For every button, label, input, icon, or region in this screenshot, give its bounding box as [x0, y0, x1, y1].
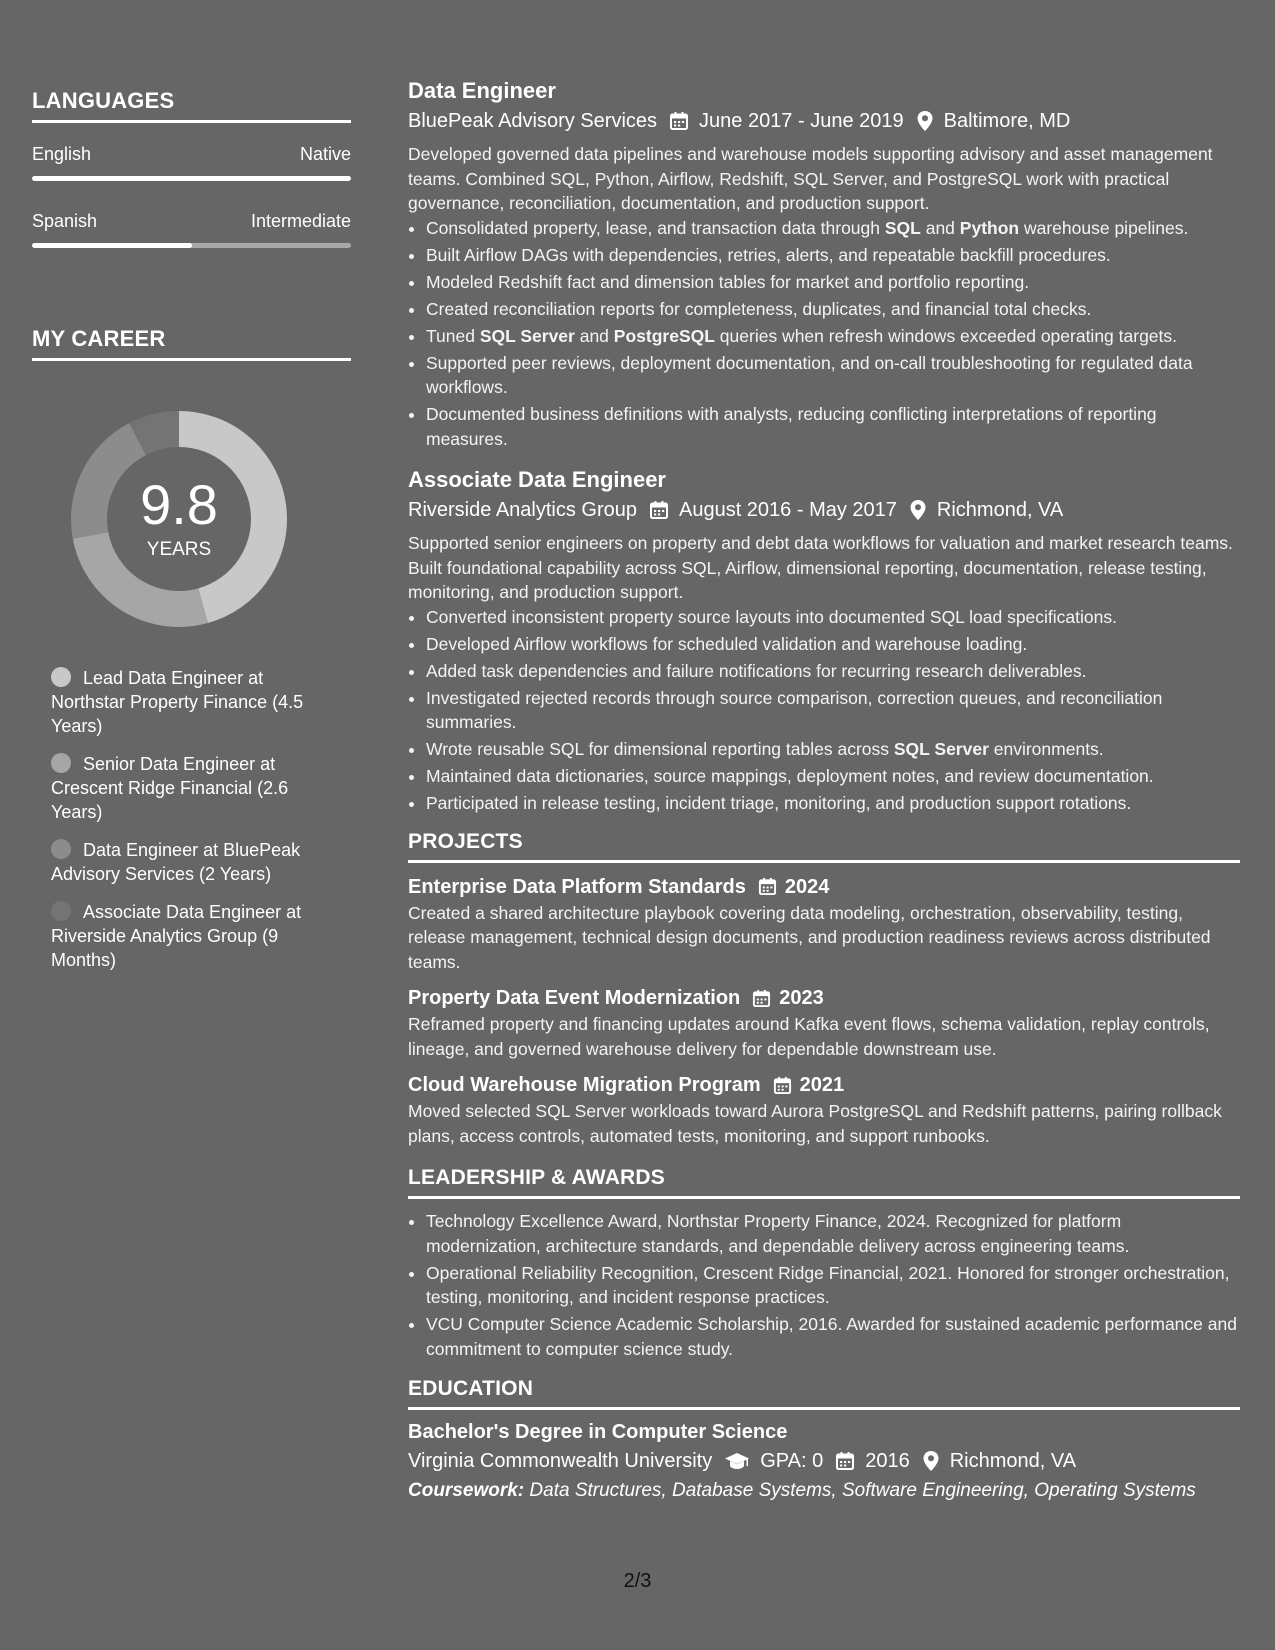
company-name: Riverside Analytics Group [408, 499, 637, 521]
language-name: Spanish [32, 211, 98, 231]
school-location: Richmond, VA [949, 1450, 1077, 1472]
career-legend-item [51, 838, 331, 886]
education-meta [408, 1446, 1240, 1476]
job-dates: August 2016 - May 2017 [678, 499, 897, 521]
career-title: MY CAREER [32, 326, 351, 361]
job-bullet: • Tuned SQL Server and PostgreSQL queries when refresh windows exceeded operating targets. [426, 324, 1240, 349]
job-bullets [408, 216, 1240, 452]
project-name: Property Data Event Modernization [408, 987, 741, 1009]
graduation-year: 2016 [865, 1450, 910, 1472]
job-bullet: • Added task dependencies and failure notifications for recurring research deliverables. [426, 659, 1240, 684]
job-title: Associate Data Engineer [408, 467, 666, 492]
degree-name: Bachelor's Degree in Computer Science [408, 1421, 788, 1443]
project-name: Cloud Warehouse Migration Program [408, 1074, 761, 1096]
project-year: 2024 [784, 875, 830, 898]
project-year: 2023 [779, 987, 824, 1009]
job-bullet: • Modeled Redshift fact and dimension tables for market and portfolio reporting. [426, 270, 1240, 295]
sidebar [32, 88, 351, 986]
award-item: • Technology Excellence Award, Northstar Property Finance, 2024. Recognized for platform modernization, architecture standards, and dependable delivery across engineering teams. [426, 1209, 1240, 1258]
language-proficiency-bar [32, 176, 351, 181]
awards-section [408, 1166, 1240, 1361]
language-item [32, 144, 351, 181]
job-bullet: • Investigated rejected records through source comparison, correction queues, and reconciliation summaries. [426, 686, 1240, 735]
coursework [408, 1476, 1240, 1506]
legend-dot [51, 667, 71, 687]
gpa: GPA: 0 [760, 1450, 824, 1472]
legend-label: Lead Data Engineer at Northstar Property Finance (4.5 Years) [51, 668, 304, 736]
project-description: Created a shared architecture playbook covering data modeling, orchestration, observability, testing, release management, technical design documents, and production readiness reviews across distributed teams. [408, 902, 1211, 972]
map-pin-icon [916, 110, 934, 132]
experience-entry [408, 465, 1240, 816]
job-meta [408, 106, 1240, 136]
project-name: Enterprise Data Platform Standards [408, 875, 746, 898]
calendar-icon [758, 877, 777, 896]
job-bullet: • Documented business definitions with analysts, reducing conflicting interpretations of reporting measures. [426, 402, 1240, 451]
job-bullets [408, 605, 1240, 816]
legend-label: Data Engineer at BluePeak Advisory Services (2 Years) [51, 840, 301, 884]
job-bullet: • Developed Airflow workflows for scheduled validation and warehouse loading. [426, 632, 1240, 657]
job-bullet: • Consolidated property, lease, and transaction data through SQL and Python warehouse pipelines. [426, 216, 1240, 241]
job-bullet: • Supported peer reviews, deployment documentation, and on-call troubleshooting for regulated data workflows. [426, 351, 1240, 400]
language-level: Native [299, 144, 351, 164]
languages-title: LANGUAGES [32, 88, 351, 123]
career-total-years: 9.8 [140, 473, 218, 536]
legend-label: Senior Data Engineer at Crescent Ridge Financial (2.6 Years) [51, 754, 289, 822]
career-legend-item [51, 666, 331, 738]
legend-label: Associate Data Engineer at Riverside Analytics Group (9 Months) [51, 902, 302, 970]
legend-dot [51, 839, 71, 859]
education-title: EDUCATION [408, 1377, 1240, 1410]
project-year: 2021 [799, 1074, 845, 1096]
awards-list [408, 1209, 1240, 1361]
career-legend-item [51, 752, 331, 824]
school-name: Virginia Commonwealth University [408, 1450, 713, 1472]
language-level: Intermediate [250, 211, 351, 231]
education-section [408, 1377, 1240, 1506]
calendar-icon [835, 1451, 855, 1471]
job-summary: Supported senior engineers on property and debt data workflows for valuation and market research teams. Built foundational capability across SQL, Airflow, dimensional reporting, documentation, release testing, monitoring, and production support. [408, 533, 1233, 602]
projects-title: PROJECTS [408, 830, 1240, 863]
projects-section [408, 830, 1240, 1149]
legend-dot [51, 753, 71, 773]
job-meta [408, 495, 1240, 525]
job-bullet: • Created reconciliation reports for completeness, duplicates, and financial total checks. [426, 297, 1240, 322]
project-description: Moved selected SQL Server workloads toward Aurora PostgreSQL and Redshift patterns, pairing rollback plans, access controls, automated tests, monitoring, and support runbooks. [408, 1101, 1222, 1146]
coursework-label: Coursework: [408, 1480, 525, 1501]
language-item [32, 211, 351, 248]
job-dates: June 2017 - June 2019 [699, 110, 904, 132]
calendar-icon [649, 500, 669, 520]
graduation-cap-icon [724, 1451, 750, 1471]
page-number: 2/3 [623, 1570, 652, 1592]
career-legend [51, 666, 331, 972]
job-title: Data Engineer [408, 78, 556, 103]
project-item [408, 984, 1240, 1061]
calendar-icon [773, 1076, 792, 1095]
language-proficiency-fill [32, 243, 192, 248]
award-item: • VCU Computer Science Academic Scholarship, 2016. Awarded for sustained academic performance and commitment to computer science study. [426, 1312, 1240, 1361]
calendar-icon [669, 111, 689, 131]
map-pin-icon [909, 499, 927, 521]
job-bullet: • Participated in release testing, incident triage, monitoring, and production support rotations. [426, 791, 1240, 816]
job-bullet: • Wrote reusable SQL for dimensional reporting tables across SQL Server environments. [426, 737, 1240, 762]
language-name: English [32, 144, 92, 164]
project-description: Reframed property and financing updates around Kafka event flows, schema validation, replay controls, lineage, and governed warehouse delivery for dependable downstream use. [408, 1014, 1210, 1059]
awards-title: LEADERSHIP & AWARDS [408, 1166, 1240, 1199]
experience-entry [408, 76, 1240, 451]
job-location: Richmond, VA [936, 499, 1064, 521]
job-bullet: • Converted inconsistent property source layouts into documented SQL load specifications. [426, 605, 1240, 630]
map-pin-icon [922, 1450, 940, 1472]
job-bullet: • Built Airflow DAGs with dependencies, retries, alerts, and repeatable backfill procedures. [426, 243, 1240, 268]
career-total-unit: YEARS [146, 539, 212, 560]
career-legend-item [51, 900, 331, 972]
job-location: Baltimore, MD [943, 110, 1071, 132]
main-content [408, 76, 1240, 1506]
award-item: • Operational Reliability Recognition, Crescent Ridge Financial, 2021. Honored for stronger orchestration, testing, monitoring, and incident response practices. [426, 1261, 1240, 1310]
job-bullet: • Maintained data dictionaries, source mappings, deployment notes, and review documentation. [426, 764, 1240, 789]
career-donut-chart [66, 406, 292, 632]
coursework-list: Data Structures, Database Systems, Software Engineering, Operating Systems [529, 1480, 1196, 1501]
project-item [408, 1071, 1240, 1148]
calendar-icon [752, 989, 771, 1008]
legend-dot [51, 901, 71, 921]
career-donut-center [66, 406, 292, 632]
language-proficiency-fill [32, 176, 351, 181]
language-proficiency-bar [32, 243, 351, 248]
company-name: BluePeak Advisory Services [408, 110, 658, 132]
job-summary: Developed governed data pipelines and warehouse models supporting advisory and asset management teams. Combined SQL, Python, Airflow, Redshift, SQL Server, and PostgreSQL work with practical governance, reconciliation, documentation, and production support. [408, 144, 1213, 213]
project-item [408, 873, 1240, 975]
